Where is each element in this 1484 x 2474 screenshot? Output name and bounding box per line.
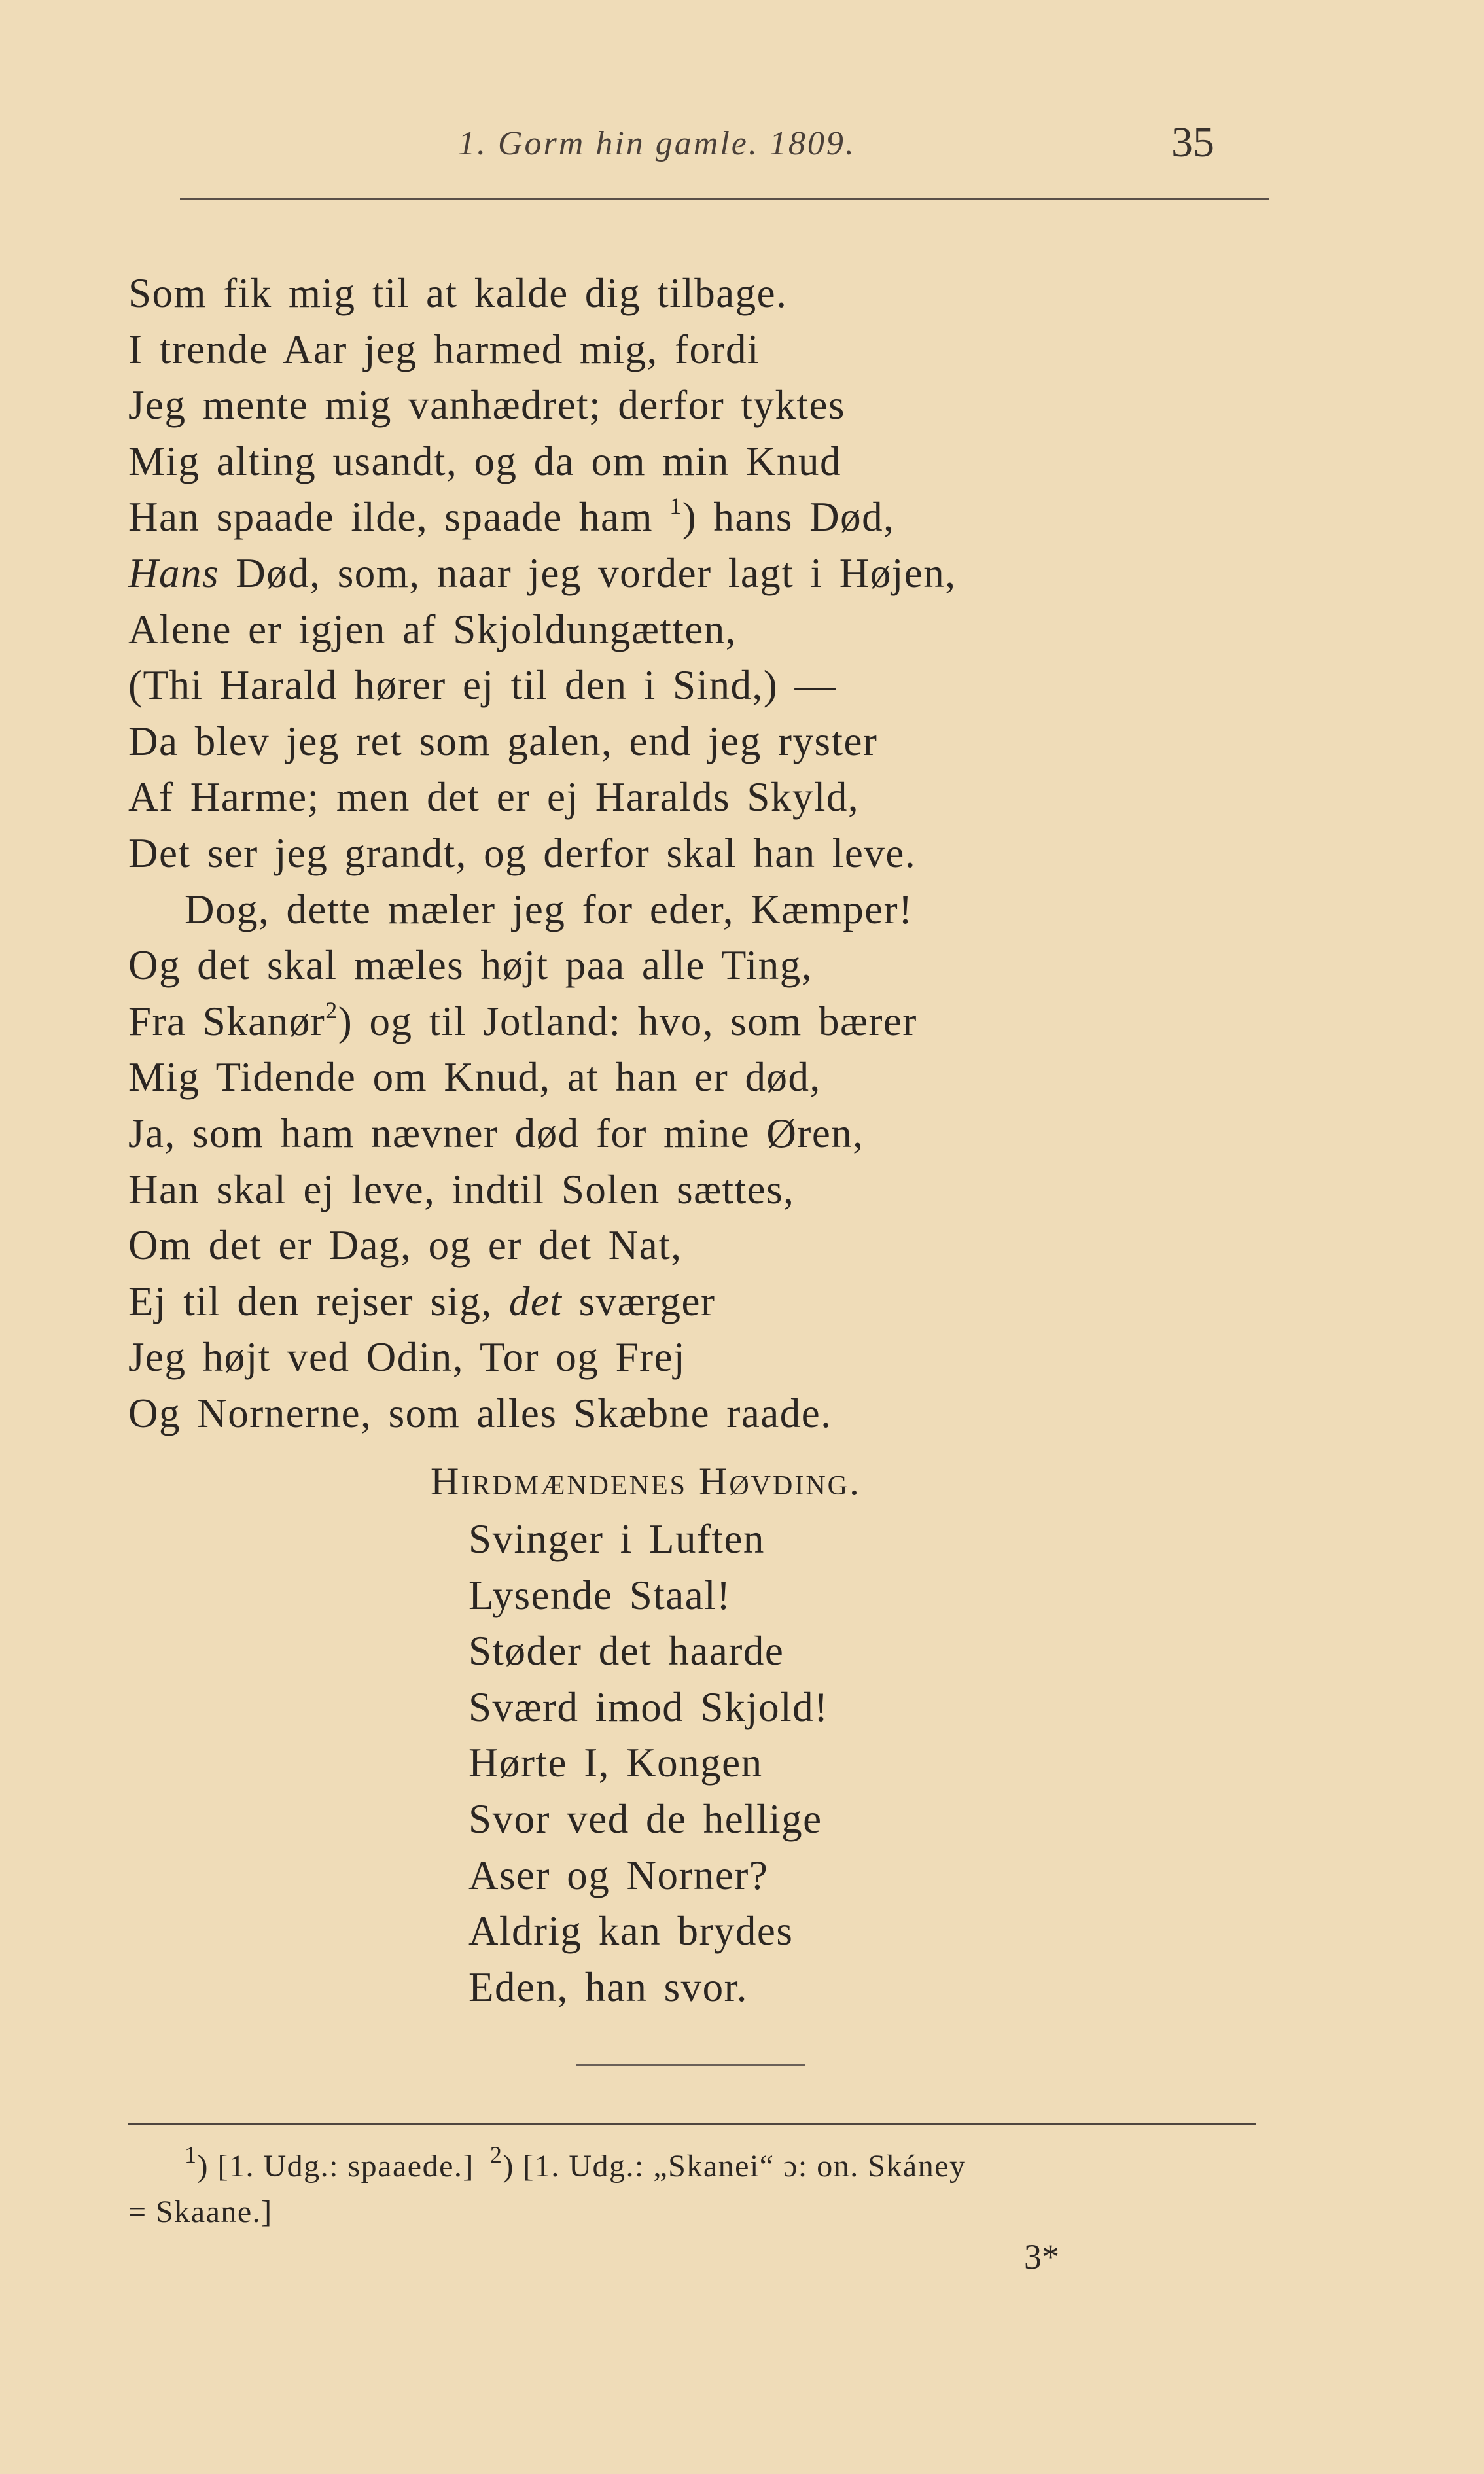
verse-text: Død, som, naar jeg vorder lagt i Højen,	[219, 550, 957, 596]
running-head: 1. Gorm hin gamle. 1809.	[458, 125, 856, 162]
verse-text: Fra Skanør	[128, 998, 326, 1044]
verse-line	[128, 938, 957, 994]
verse-text: Dog, dette mæler jeg for eder, Kæmper!	[185, 886, 913, 932]
song-line: Støder det haarde	[468, 1628, 785, 1674]
song-line: Lysende Staal!	[468, 1572, 732, 1618]
verse-line	[128, 1050, 957, 1106]
verse-text: Det ser jeg grandt, og derfor skal han leve.	[128, 830, 917, 876]
verse-line	[128, 769, 957, 826]
footnote-2	[489, 2142, 966, 2183]
footnote-2-marker: 2	[489, 2142, 503, 2168]
verse-line	[128, 1162, 957, 1218]
verse-line	[128, 1106, 957, 1162]
verse-line	[128, 1274, 957, 1330]
verse-text: ) hans Død,	[682, 494, 895, 540]
footnote-2-text: ) [1. Udg.: „Skanei“ ɔ: on. Skáney	[503, 2149, 966, 2183]
footnote-ref: 1	[669, 493, 682, 520]
verse-text: Af Harme; men det er ej Haralds Skyld,	[128, 774, 860, 821]
footnote-rule	[128, 2123, 1256, 2125]
verse-text: I trende Aar jeg harmed mig, fordi	[128, 326, 760, 372]
verse-line	[128, 322, 957, 378]
song-line: Aser og Norner?	[468, 1852, 769, 1898]
footnote-1	[185, 2142, 474, 2183]
verse-text: ) og til Jotland: hvo, som bærer	[338, 998, 917, 1044]
footnote-ref: 2	[325, 997, 338, 1023]
verse-text: Og det skal mæles højt paa alle Ting,	[128, 942, 813, 989]
song-line: Aldrig kan brydes	[468, 1908, 794, 1954]
verse-line	[128, 882, 957, 938]
footnote-1-text: ) [1. Udg.: spaaede.]	[197, 2149, 474, 2183]
verse-text: Han skal ej leve, indtil Solen sættes,	[128, 1166, 795, 1212]
verse-text: Jeg højt ved Odin, Tor og Frej	[128, 1334, 686, 1381]
footnote-1-marker: 1	[185, 2142, 198, 2168]
verse-line	[128, 546, 957, 602]
section-end-rule	[576, 2064, 805, 2066]
verse-line	[128, 434, 957, 490]
verse-text: Da blev jeg ret som galen, end jeg ryster	[128, 718, 878, 764]
verse-line	[128, 994, 957, 1050]
verse-text: Om det er Dag, og er det Nat,	[128, 1222, 682, 1269]
verse-line	[128, 826, 957, 882]
song-line: Svinger i Luften	[468, 1516, 765, 1562]
header-rule	[180, 198, 1269, 200]
emphasis: det	[508, 1278, 563, 1324]
verse-block	[128, 266, 957, 1441]
verse-text: Mig Tidende om Knud, at han er død,	[128, 1054, 821, 1101]
verse-text: Han spaade ilde, spaade ham	[128, 494, 670, 540]
verse-line	[128, 1218, 957, 1274]
verse-text: Ja, som ham nævner død for mine Øren,	[128, 1110, 864, 1156]
verse-text: Alene er igjen af Skjoldungætten,	[128, 606, 737, 652]
verse-line	[128, 1386, 957, 1442]
song-line: Eden, han svor.	[468, 1964, 748, 2010]
verse-line	[128, 658, 957, 714]
song-block	[468, 1511, 829, 2015]
verse-text: sværger	[562, 1278, 716, 1324]
song-line: Svor ved de hellige	[468, 1795, 822, 1842]
verse-text: Og Nornerne, som alles Skæbne raade.	[128, 1390, 832, 1436]
verse-line	[128, 1330, 957, 1386]
speaker-heading: Hirdmændenes Høvding.	[431, 1460, 861, 1503]
page-number: 35	[1171, 118, 1214, 166]
verse-line	[128, 266, 957, 322]
verse-text: Som fik mig til at kalde dig tilbage.	[128, 270, 788, 316]
emphasis: Hans	[128, 550, 220, 596]
verse-text: Mig alting usandt, og da om min Knud	[128, 438, 841, 484]
song-line: Sværd imod Skjold!	[468, 1684, 829, 1730]
verse-text: (Thi Harald hører ej til den i Sind,) —	[128, 662, 838, 709]
verse-line	[128, 378, 957, 434]
verse-line	[128, 489, 957, 546]
footnote-line	[128, 2144, 1260, 2189]
signature-mark: 3*	[1024, 2237, 1059, 2276]
verse-line	[128, 714, 957, 770]
verse-line	[128, 602, 957, 658]
footnote-continuation: = Skaane.]	[128, 2195, 273, 2229]
verse-text: Ej til den rejser sig,	[128, 1278, 509, 1324]
song-line: Hørte I, Kongen	[468, 1740, 763, 1786]
verse-text: Jeg mente mig vanhædret; derfor tyktes	[128, 382, 845, 429]
footnotes	[128, 2144, 1260, 2235]
